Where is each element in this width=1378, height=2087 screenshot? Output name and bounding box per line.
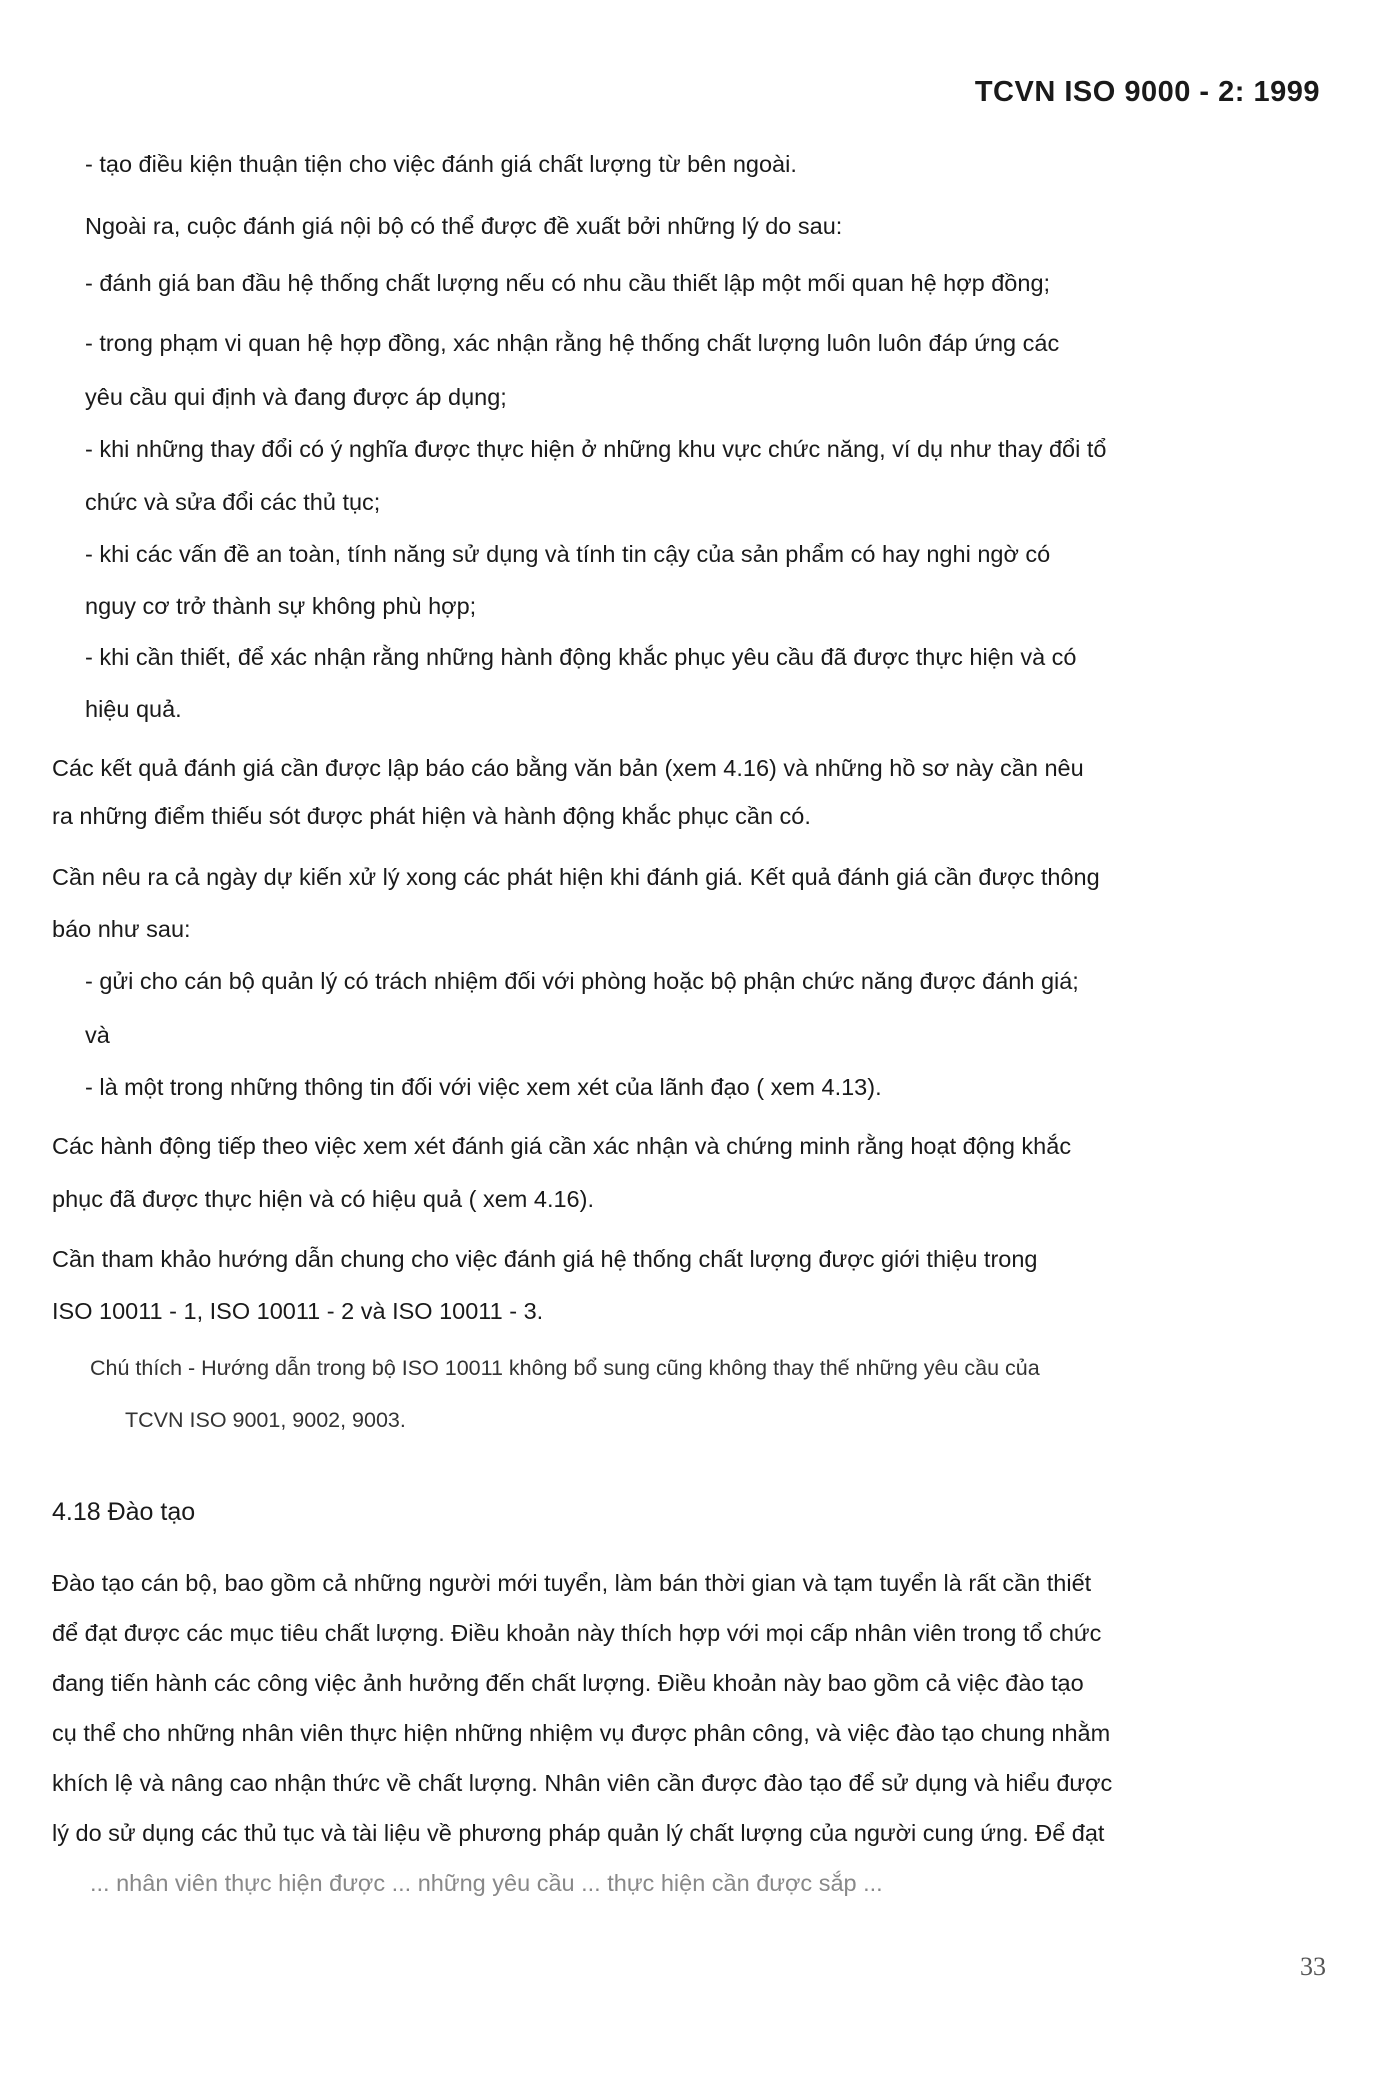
paragraph-line: đang tiến hành các công việc ảnh hưởng đến chất lượng. Điều khoản này bao gồm cả việc đào tạo <box>52 1670 1084 1696</box>
bullet-line: - gửi cho cán bộ quản lý có trách nhiệm đối với phòng hoặc bộ phận chức năng được đánh giá; <box>85 968 1079 994</box>
paragraph-line: hiệu quả. <box>85 696 182 722</box>
paragraph-line: cụ thể cho những nhân viên thực hiện những nhiệm vụ được phân công, và việc đào tạo chung nhằm <box>52 1720 1111 1746</box>
paragraph-line: Đào tạo cán bộ, bao gồm cả những người mới tuyển, làm bán thời gian và tạm tuyển là rất cần thiết <box>52 1570 1092 1596</box>
paragraph-line: chức và sửa đổi các thủ tục; <box>85 489 381 515</box>
paragraph-line: Cần nêu ra cả ngày dự kiến xử lý xong các phát hiện khi đánh giá. Kết quả đánh giá cần được thông <box>52 864 1100 890</box>
paragraph-line: Các kết quả đánh giá cần được lập báo cáo bằng văn bản (xem 4.16) và những hồ sơ này cần nêu <box>52 755 1084 781</box>
section-heading: 4.18 Đào tạo <box>52 1498 196 1526</box>
bullet-line: - khi những thay đổi có ý nghĩa được thực hiện ở những khu vực chức năng, ví dụ như thay đổi tổ <box>85 436 1107 462</box>
paragraph-line: báo như sau: <box>52 916 191 942</box>
bullet-line: - khi cần thiết, để xác nhận rằng những hành động khắc phục yêu cầu đã được thực hiện và có <box>85 644 1077 670</box>
note-line: TCVN ISO 9001, 9002, 9003. <box>125 1408 406 1432</box>
paragraph-line: và <box>85 1022 110 1048</box>
faded-line: ... nhân viên thực hiện được ... những yêu cầu ... thực hiện cần được sắp ... <box>90 1870 883 1896</box>
paragraph-line: ra những điểm thiếu sót được phát hiện và hành động khắc phục cần có. <box>52 803 811 829</box>
paragraph-line: Các hành động tiếp theo việc xem xét đánh giá cần xác nhận và chứng minh rằng hoạt động khắc <box>52 1133 1072 1159</box>
paragraph-line: khích lệ và nâng cao nhận thức về chất lượng. Nhân viên cần được đào tạo để sử dụng và hiểu được <box>52 1770 1113 1796</box>
paragraph-line: phục đã được thực hiện và có hiệu quả ( xem 4.16). <box>52 1186 594 1212</box>
bullet-line: - đánh giá ban đầu hệ thống chất lượng nếu có nhu cầu thiết lập một mối quan hệ hợp đồng; <box>85 270 1051 296</box>
paragraph-line: ISO 10011 - 1, ISO 10011 - 2 và ISO 10011 - 3. <box>52 1298 544 1324</box>
paragraph-line: lý do sử dụng các thủ tục và tài liệu về phương pháp quản lý chất lượng của người cung ứng. Để đạt <box>52 1820 1105 1846</box>
bullet-line: - là một trong những thông tin đối với việc xem xét của lãnh đạo ( xem 4.13). <box>85 1074 882 1100</box>
bullet-line: - tạo điều kiện thuận tiện cho việc đánh giá chất lượng từ bên ngoài. <box>85 151 797 177</box>
paragraph-line: Cần tham khảo hướng dẫn chung cho việc đánh giá hệ thống chất lượng được giới thiệu trong <box>52 1246 1038 1272</box>
bullet-line: - trong phạm vi quan hệ hợp đồng, xác nhận rằng hệ thống chất lượng luôn luôn đáp ứng các <box>85 330 1060 356</box>
paragraph-line: nguy cơ trở thành sự không phù hợp; <box>85 593 477 619</box>
bullet-line: - khi các vấn đề an toàn, tính năng sử dụng và tính tin cậy của sản phẩm có hay nghi ngờ có <box>85 541 1051 567</box>
paragraph-line: Ngoài ra, cuộc đánh giá nội bộ có thể được đề xuất bởi những lý do sau: <box>85 213 843 239</box>
paragraph-line: để đạt được các mục tiêu chất lượng. Điều khoản này thích hợp với mọi cấp nhân viên trong tổ chức <box>52 1620 1102 1646</box>
paragraph-line: yêu cầu qui định và đang được áp dụng; <box>85 384 507 410</box>
note-line: Chú thích - Hướng dẫn trong bộ ISO 10011 không bổ sung cũng không thay thế những yêu cầu của <box>90 1356 1040 1380</box>
document-header: TCVN ISO 9000 - 2: 1999 <box>974 76 1320 108</box>
page-number: 33 <box>1300 1952 1326 1981</box>
